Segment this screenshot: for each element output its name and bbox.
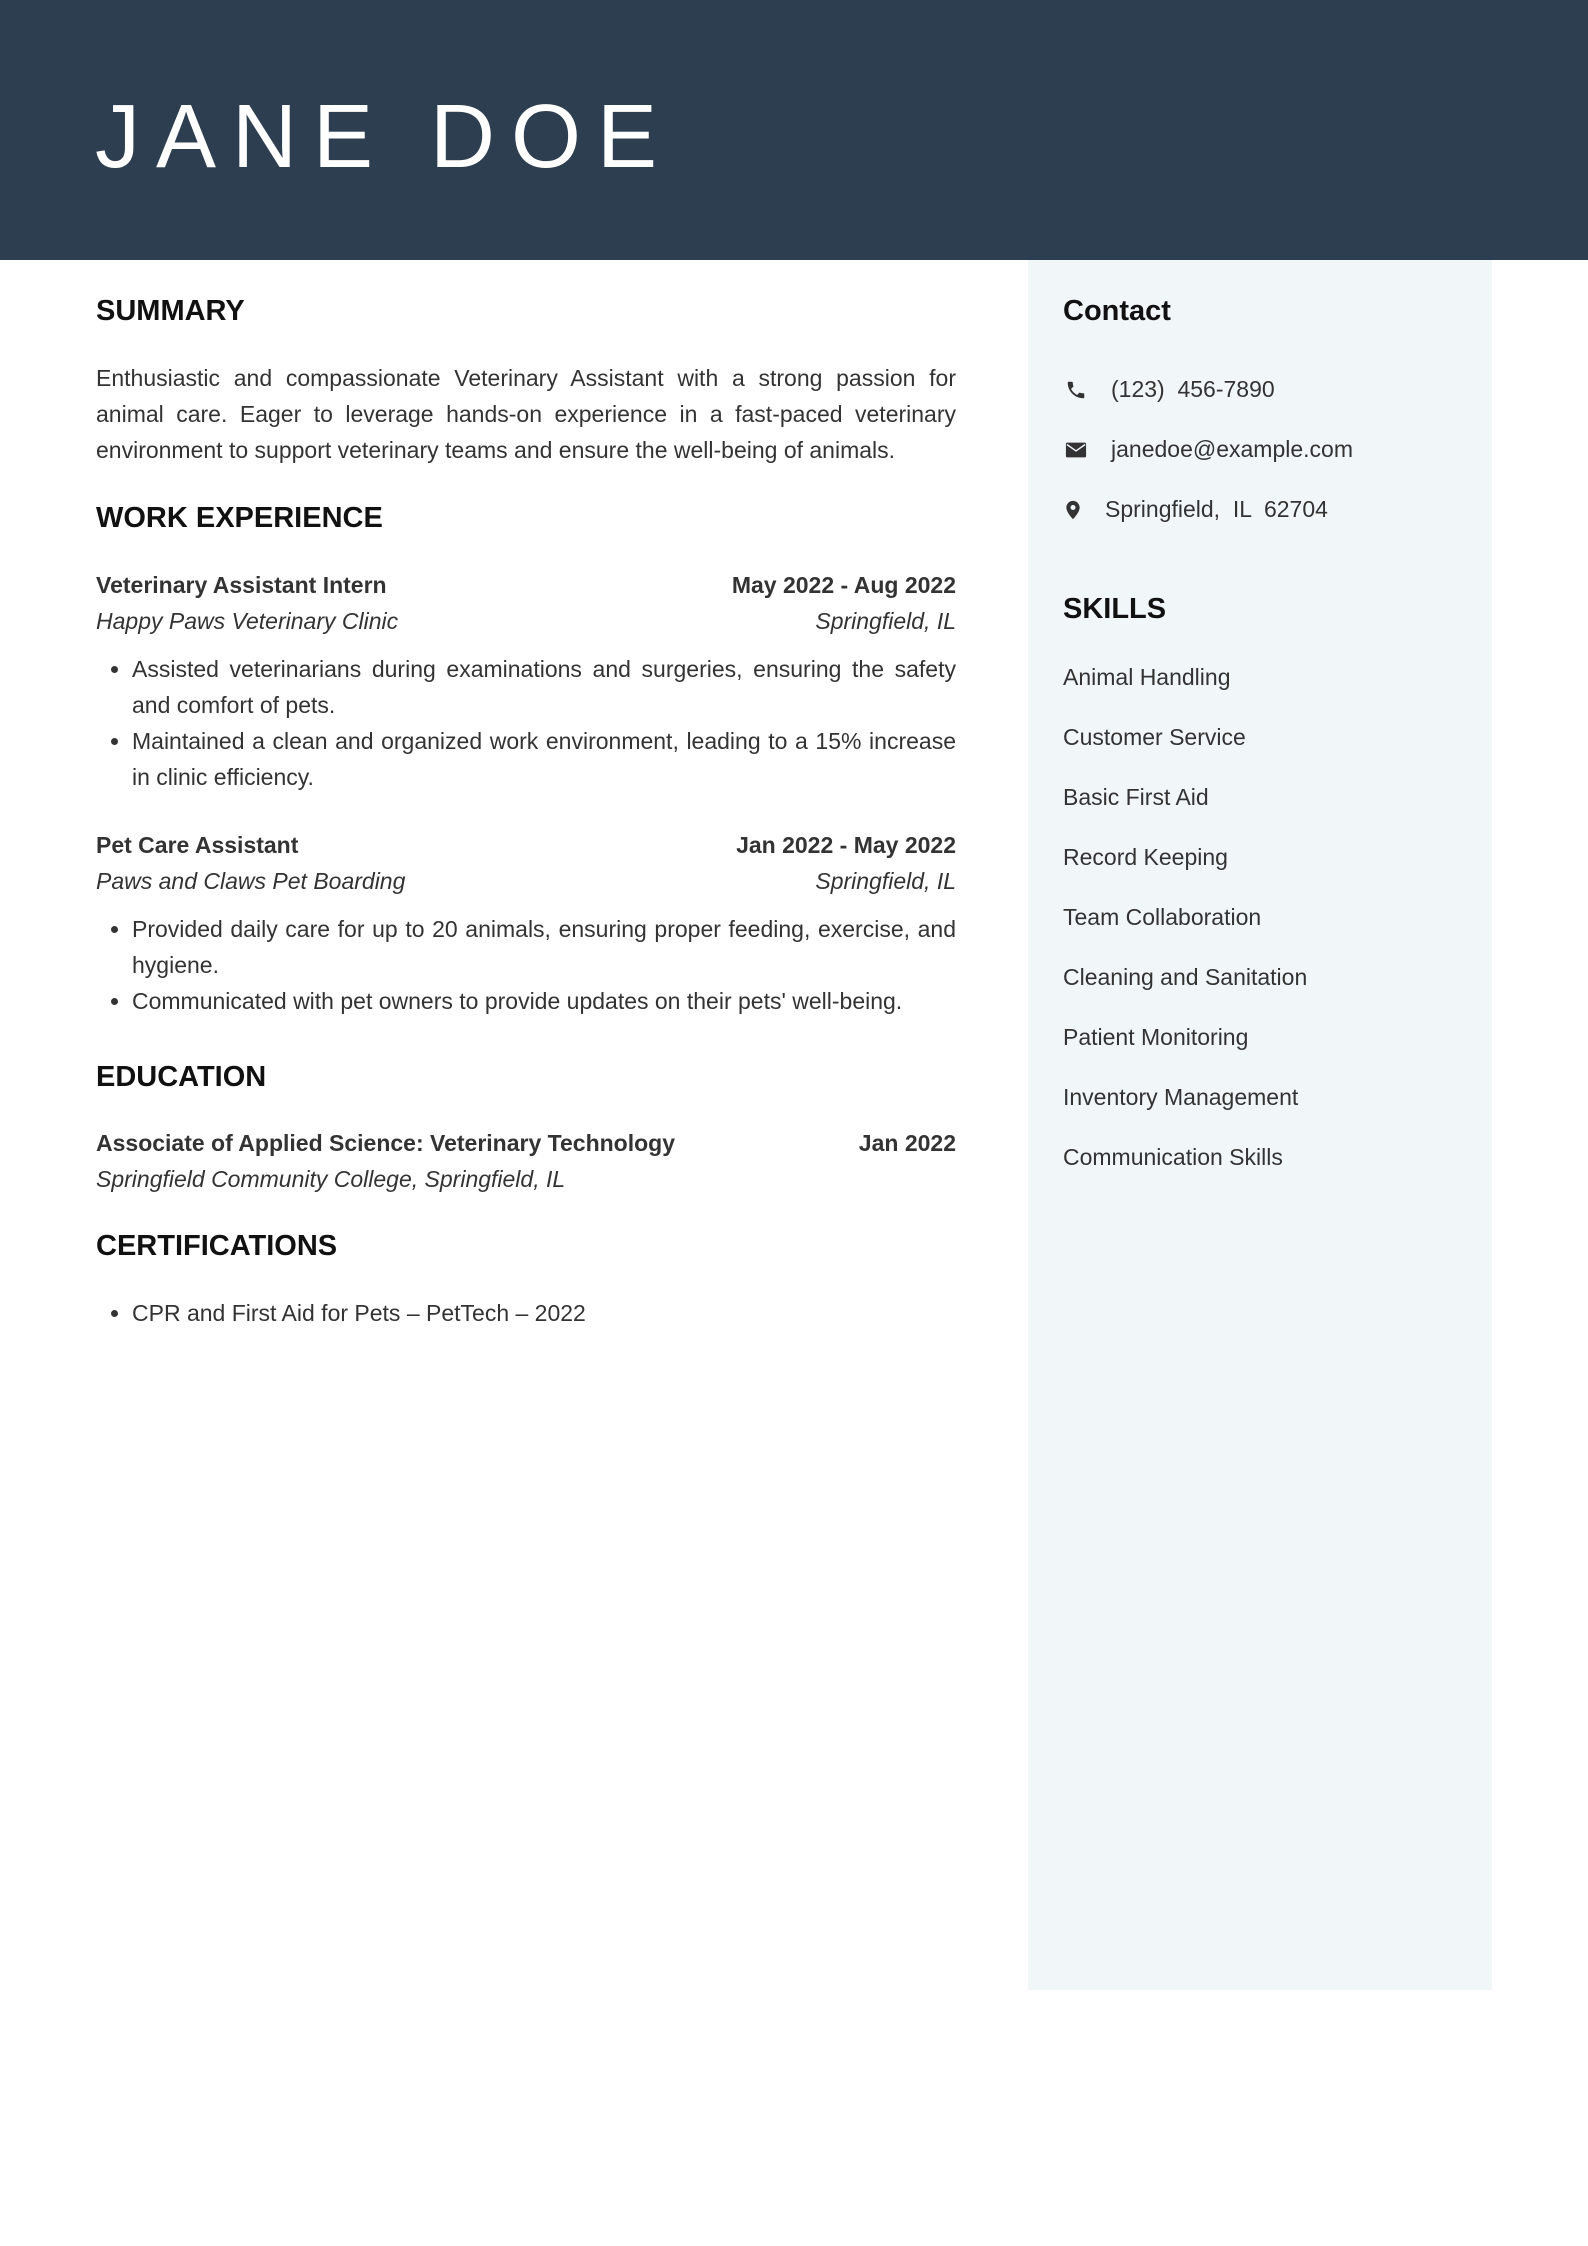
degree-title: Associate of Applied Science: Veterinary Technology bbox=[96, 1130, 675, 1156]
certification-item: • CPR and First Aid for Pets – PetTech – 2022 bbox=[132, 1295, 956, 1331]
job-bullets bbox=[96, 651, 956, 795]
job-dates: May 2022 - Aug 2022 bbox=[731, 572, 956, 598]
skill-item: Communication Skills bbox=[1063, 1144, 1283, 1170]
school-name: Springfield Community College, Springfield, IL bbox=[96, 1166, 566, 1192]
skill-item: Inventory Management bbox=[1063, 1084, 1299, 1110]
summary-text: Enthusiastic and compassionate Veterinary Assistant with a strong passion for animal care. Eager to leverage hands-on experience in a fast-paced veterinary environment to support veterinary teams and ensure the well-being of animals. bbox=[96, 365, 956, 463]
contact-heading: Contact bbox=[1063, 295, 1171, 327]
job-subheader bbox=[96, 603, 956, 639]
skill-item: Basic First Aid bbox=[1063, 784, 1209, 810]
candidate-name: JANE DOE bbox=[95, 87, 674, 187]
phone-number: (123) 456-7890 bbox=[1111, 376, 1275, 402]
skill-item: Team Collaboration bbox=[1063, 904, 1262, 930]
job-company: Happy Paws Veterinary Clinic bbox=[96, 608, 399, 634]
skills-heading: SKILLS bbox=[1063, 593, 1167, 625]
address: Springfield, IL 62704 bbox=[1105, 496, 1328, 522]
job-location: Springfield, IL bbox=[815, 608, 956, 634]
summary-heading: SUMMARY bbox=[96, 295, 245, 327]
skill-item: Customer Service bbox=[1063, 724, 1246, 750]
job-title: Pet Care Assistant bbox=[96, 832, 299, 858]
map-marker-icon bbox=[1063, 499, 1083, 521]
job-location: Springfield, IL bbox=[815, 868, 956, 894]
degree-date: Jan 2022 bbox=[858, 1130, 956, 1156]
job-bullet: • Maintained a clean and organized work environment, leading to a 15% increase in clinic efficiency. bbox=[132, 723, 956, 795]
certifications-list bbox=[96, 1295, 956, 1331]
email-address: janedoe@example.com bbox=[1111, 436, 1353, 462]
education-subheader bbox=[96, 1161, 956, 1197]
work-experience-heading: WORK EXPERIENCE bbox=[96, 502, 383, 534]
job-bullet: • Provided daily care for up to 20 animals, ensuring proper feeding, exercise, and hygiene. bbox=[132, 911, 956, 983]
envelope-icon bbox=[1063, 439, 1089, 461]
skill-item: Patient Monitoring bbox=[1063, 1024, 1249, 1050]
education-header bbox=[96, 1125, 956, 1161]
job-header bbox=[96, 567, 956, 603]
job-subheader bbox=[96, 863, 956, 899]
skill-item: Cleaning and Sanitation bbox=[1063, 964, 1308, 990]
skill-item: Animal Handling bbox=[1063, 664, 1231, 690]
header-banner bbox=[0, 0, 1588, 260]
job-bullets bbox=[96, 911, 956, 1019]
job-dates: Jan 2022 - May 2022 bbox=[736, 832, 956, 858]
job-bullet: • Assisted veterinarians during examinations and surgeries, ensuring the safety and comfort of pets. bbox=[132, 651, 956, 723]
education-heading: EDUCATION bbox=[96, 1061, 267, 1093]
job-bullet: • Communicated with pet owners to provide updates on their pets' well-being. bbox=[132, 983, 956, 1019]
skill-item: Record Keeping bbox=[1063, 844, 1228, 870]
job-header bbox=[96, 827, 956, 863]
job-company: Paws and Claws Pet Boarding bbox=[96, 868, 406, 894]
phone-icon bbox=[1063, 379, 1089, 401]
certifications-heading: CERTIFICATIONS bbox=[96, 1230, 338, 1262]
job-title: Veterinary Assistant Intern bbox=[96, 572, 387, 598]
